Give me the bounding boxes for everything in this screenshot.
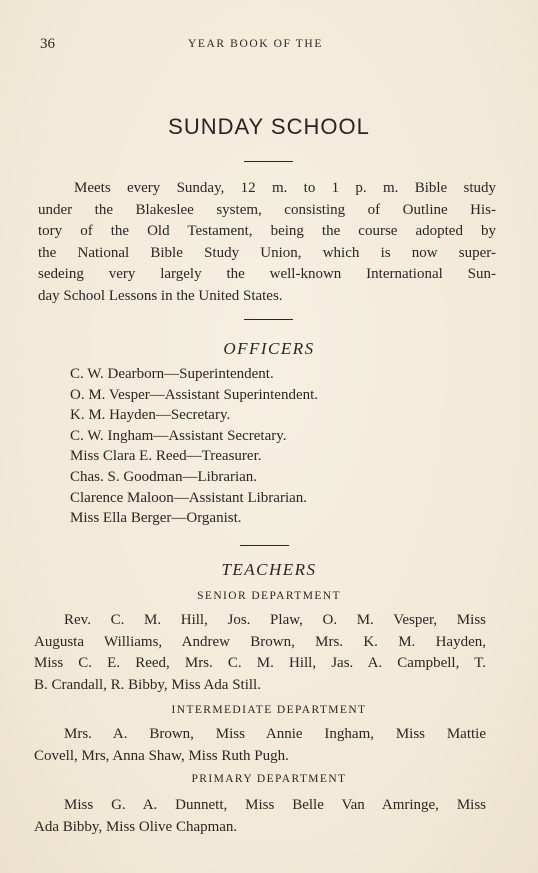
page-number: 36 (40, 36, 55, 52)
teacher-line: Miss C. E. Reed, Mrs. C. M. Hill, Jas. A. Campbell, T. (34, 655, 486, 671)
teacher-line: Rev. C. M. Hill, Jos. Plaw, O. M. Vesper, Miss (64, 612, 486, 628)
officer-item: C. W. Ingham—Assistant Secretary. (70, 427, 287, 444)
intro-paragraph (38, 178, 496, 307)
intro-line: under the Blakeslee system, consisting of Outline His- (38, 201, 496, 218)
intro-line: day School Lessons in the United States. (38, 287, 283, 304)
intro-line: sedeing very largely the well-known International Sun- (38, 266, 496, 282)
officer-item: O. M. Vesper—Assistant Superintendent. (70, 386, 319, 403)
officer-item: Chas. S. Goodman—Librarian. (70, 468, 258, 485)
intro-line: the National Bible Study Union, which is now super- (38, 244, 496, 261)
teacher-line: Mrs. A. Brown, Miss Annie Ingham, Miss Mattie (64, 726, 486, 742)
officers-list (70, 364, 470, 529)
teacher-line: Covell, Mrs, Anna Shaw, Miss Ruth Pugh. (34, 747, 289, 764)
running-title: YEAR BOOK OF THE (188, 38, 323, 50)
section-title: SUNDAY SCHOOL (168, 114, 370, 139)
intermediate-department-teachers (34, 724, 486, 767)
teacher-line: Ada Bibby, Miss Olive Chapman. (34, 818, 238, 835)
divider-rule (244, 319, 293, 320)
teachers-heading: TEACHERS (221, 560, 317, 579)
running-head (40, 36, 498, 56)
officer-item: Miss Clara E. Reed—Treasurer. (70, 448, 262, 465)
primary-department-teachers (34, 795, 486, 838)
officer-item: K. M. Hayden—Secretary. (70, 407, 231, 424)
intermediate-department-heading: INTERMEDIATE DEPARTMENT (171, 704, 367, 716)
officer-item: Clarence Maloon—Assistant Librarian. (70, 489, 308, 506)
divider-rule (240, 545, 289, 546)
teacher-line: Augusta Williams, Andrew Brown, Mrs. K. M. Hayden, (34, 633, 486, 650)
teacher-line: B. Crandall, R. Bibby, Miss Ada Still. (34, 676, 261, 693)
officers-heading: OFFICERS (223, 339, 315, 358)
teacher-line: Miss G. A. Dunnett, Miss Belle Van Amringe, Miss (64, 797, 486, 813)
intro-line: tory of the Old Testament, being the course adopted by (38, 223, 496, 239)
primary-department-heading: PRIMARY DEPARTMENT (191, 773, 347, 785)
officer-item: C. W. Dearborn—Superintendent. (70, 366, 274, 382)
officer-item: Miss Ella Berger—Organist. (70, 510, 242, 527)
senior-department-heading: SENIOR DEPARTMENT (197, 590, 341, 602)
senior-department-teachers (34, 610, 486, 696)
intro-line: Meets every Sunday, 12 m. to 1 p. m. Bible study (74, 180, 496, 196)
divider-rule (244, 161, 293, 162)
